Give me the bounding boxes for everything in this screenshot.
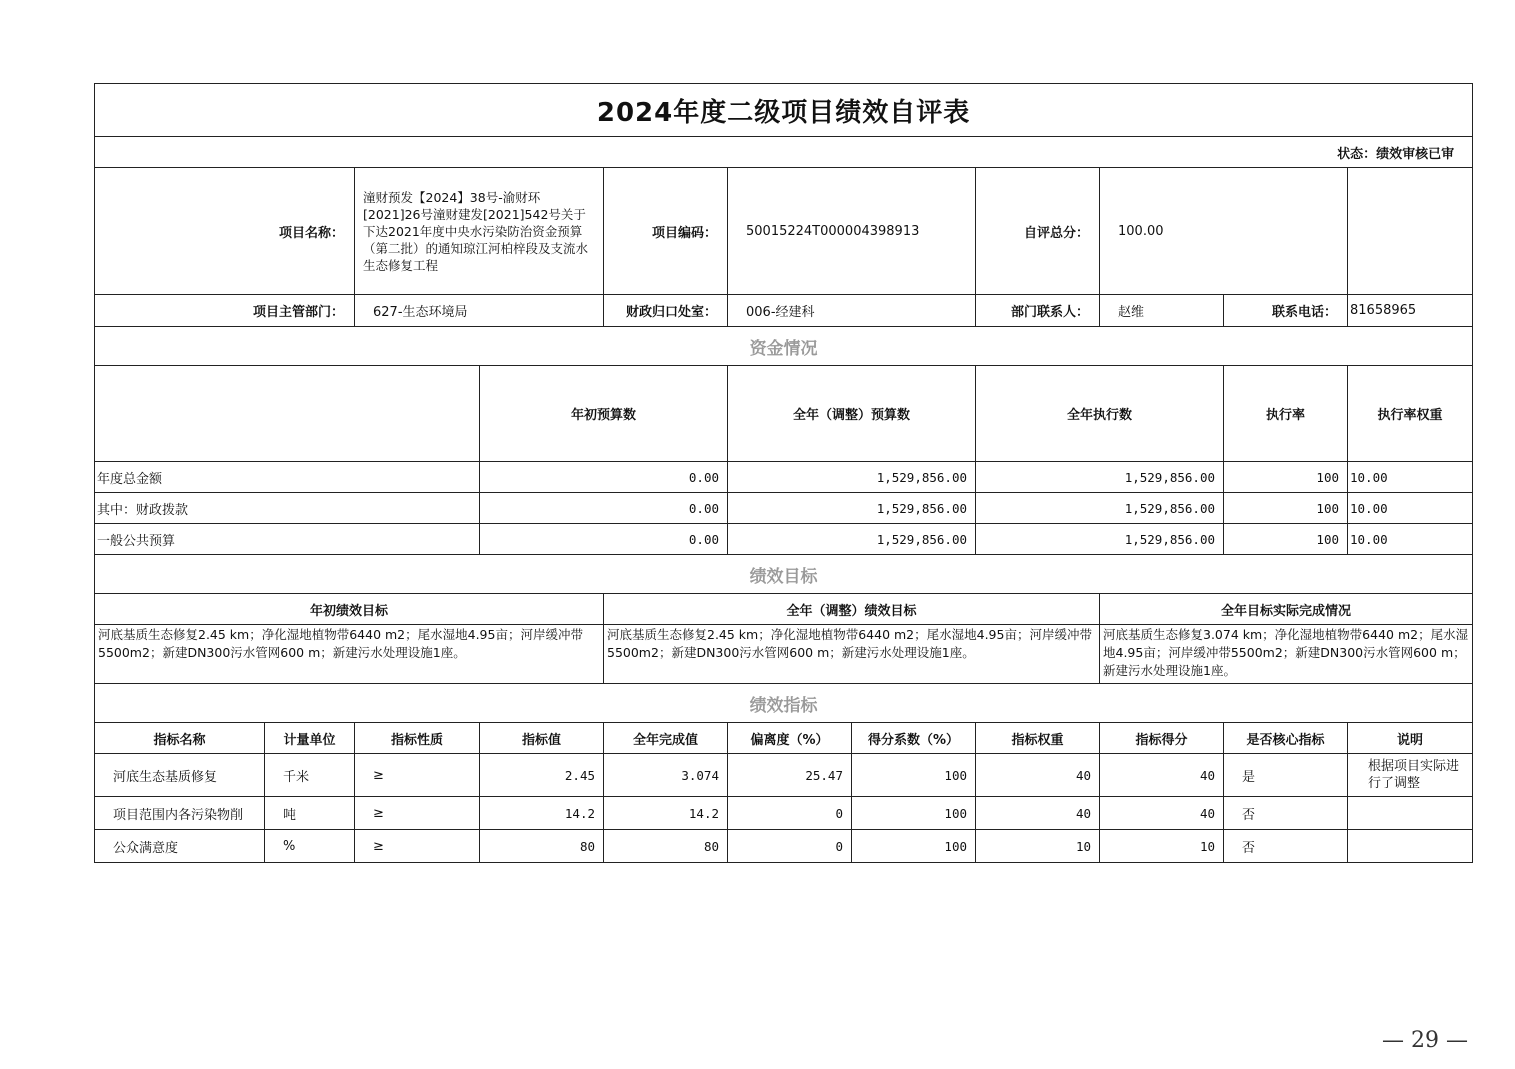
contact-label: 部门联系人：: [976, 295, 1100, 327]
indicator-deviation: 25.47: [728, 754, 852, 797]
funds-row-label: 其中：财政拨款: [95, 493, 480, 524]
indicator-coefficient: 100: [852, 830, 976, 863]
funds-executed: 1,529,856.00: [976, 493, 1224, 524]
funds-header-initial: 年初预算数: [480, 366, 728, 462]
indicators-section-title: 绩效指标: [95, 684, 1473, 723]
indicator-score: 40: [1100, 754, 1224, 797]
indicator-score: 10: [1100, 830, 1224, 863]
project-code-label: 项目编码：: [604, 168, 728, 295]
goals-section-title: 绩效目标: [95, 555, 1473, 594]
indicator-weight: 10: [976, 830, 1100, 863]
indicator-note: 根据项目实际进行了调整: [1348, 754, 1473, 797]
funds-row: [95, 493, 1473, 524]
funds-header-blank: [95, 366, 480, 462]
funds-row: [95, 462, 1473, 493]
indicator-deviation: 0: [728, 830, 852, 863]
empty-cell: [1348, 168, 1473, 295]
ind-header-core: 是否核心指标: [1224, 723, 1348, 754]
indicator-actual: 14.2: [604, 797, 728, 830]
funds-rate: 100: [1224, 524, 1348, 555]
indicator-target: 80: [480, 830, 604, 863]
goal-actual-text: 河底基质生态修复3.074 km；净化湿地植物带6440 m2；尾水湿地4.95亩；河岸缓冲带5500m2；新建DN300污水管网600 m；新建污水处理设施1座。: [1100, 625, 1473, 684]
project-code: 50015224T000004398913: [728, 168, 976, 295]
dept-label: 项目主管部门：: [95, 295, 355, 327]
funds-header-executed: 全年执行数: [976, 366, 1224, 462]
funds-header-weight: 执行率权重: [1348, 366, 1473, 462]
indicator-unit: 千米: [265, 754, 355, 797]
ind-header-unit: 计量单位: [265, 723, 355, 754]
indicator-weight: 40: [976, 797, 1100, 830]
indicator-core: 否: [1224, 830, 1348, 863]
ind-header-actual: 全年完成值: [604, 723, 728, 754]
project-name-label: 项目名称：: [95, 168, 355, 295]
status-text: 状态：绩效审核已审: [95, 137, 1473, 168]
indicator-name: 项目范围内各污染物削: [95, 797, 265, 830]
indicator-target: 14.2: [480, 797, 604, 830]
indicator-coefficient: 100: [852, 797, 976, 830]
indicator-actual: 3.074: [604, 754, 728, 797]
indicator-nature: ≥: [355, 754, 480, 797]
funds-initial: 0.00: [480, 462, 728, 493]
funds-rate: 100: [1224, 462, 1348, 493]
ind-header-weight: 指标权重: [976, 723, 1100, 754]
ind-header-score: 指标得分: [1100, 723, 1224, 754]
funds-section-title: 资金情况: [95, 327, 1473, 366]
performance-evaluation-table: [94, 83, 1473, 863]
indicator-row: [95, 797, 1473, 830]
indicator-unit: 吨: [265, 797, 355, 830]
contact-value: 赵维: [1100, 295, 1224, 327]
indicator-coefficient: 100: [852, 754, 976, 797]
score-label: 自评总分：: [976, 168, 1100, 295]
ind-header-deviation: 偏离度（%）: [728, 723, 852, 754]
indicator-weight: 40: [976, 754, 1100, 797]
indicator-row: [95, 830, 1473, 863]
finance-label: 财政归口处室：: [604, 295, 728, 327]
phone-label: 联系电话：: [1224, 295, 1348, 327]
funds-row: [95, 524, 1473, 555]
funds-initial: 0.00: [480, 493, 728, 524]
funds-weight: 10.00: [1348, 462, 1473, 493]
indicator-nature: ≥: [355, 797, 480, 830]
ind-header-name: 指标名称: [95, 723, 265, 754]
indicator-note: [1348, 797, 1473, 830]
goal-initial-text: 河底基质生态修复2.45 km；净化湿地植物带6440 m2；尾水湿地4.95亩；河岸缓冲带5500m2；新建DN300污水管网600 m；新建污水处理设施1座。: [95, 625, 604, 684]
funds-header-rate: 执行率: [1224, 366, 1348, 462]
funds-adjusted: 1,529,856.00: [728, 493, 976, 524]
indicator-deviation: 0: [728, 797, 852, 830]
ind-header-coefficient: 得分系数（%）: [852, 723, 976, 754]
page-title: 2024年度二级项目绩效自评表: [95, 84, 1473, 137]
ind-header-nature: 指标性质: [355, 723, 480, 754]
phone-value: 81658965: [1348, 295, 1473, 327]
dept-value: 627-生态环境局: [355, 295, 604, 327]
goal-adjusted-text: 河底基质生态修复2.45 km；净化湿地植物带6440 m2；尾水湿地4.95亩；河岸缓冲带5500m2；新建DN300污水管网600 m；新建污水处理设施1座。: [604, 625, 1100, 684]
funds-executed: 1,529,856.00: [976, 524, 1224, 555]
indicator-row: [95, 754, 1473, 797]
page-number: — 29 —: [1382, 1028, 1468, 1053]
indicator-note: [1348, 830, 1473, 863]
funds-row-label: 年度总金额: [95, 462, 480, 493]
funds-weight: 10.00: [1348, 524, 1473, 555]
indicator-target: 2.45: [480, 754, 604, 797]
indicator-name: 河底生态基质修复: [95, 754, 265, 797]
ind-header-note: 说明: [1348, 723, 1473, 754]
funds-header-adjusted: 全年（调整）预算数: [728, 366, 976, 462]
funds-adjusted: 1,529,856.00: [728, 462, 976, 493]
funds-rate: 100: [1224, 493, 1348, 524]
ind-header-target: 指标值: [480, 723, 604, 754]
self-score: 100.00: [1100, 168, 1348, 295]
funds-row-label: 一般公共预算: [95, 524, 480, 555]
goals-header-initial: 年初绩效目标: [95, 594, 604, 625]
funds-executed: 1,529,856.00: [976, 462, 1224, 493]
funds-weight: 10.00: [1348, 493, 1473, 524]
goals-header-adjusted: 全年（调整）绩效目标: [604, 594, 1100, 625]
indicator-name: 公众满意度: [95, 830, 265, 863]
goals-header-actual: 全年目标实际完成情况: [1100, 594, 1473, 625]
project-name: 潼财预发【2024】38号-渝财环[2021]26号潼财建发[2021]542号关于下达2021年度中央水污染防治资金预算（第二批）的通知琼江河柏梓段及支流水生态修复工程: [355, 168, 604, 295]
funds-adjusted: 1,529,856.00: [728, 524, 976, 555]
indicator-core: 否: [1224, 797, 1348, 830]
indicator-unit: %: [265, 830, 355, 863]
indicator-actual: 80: [604, 830, 728, 863]
indicator-score: 40: [1100, 797, 1224, 830]
indicator-nature: ≥: [355, 830, 480, 863]
finance-value: 006-经建科: [728, 295, 976, 327]
funds-initial: 0.00: [480, 524, 728, 555]
indicator-core: 是: [1224, 754, 1348, 797]
